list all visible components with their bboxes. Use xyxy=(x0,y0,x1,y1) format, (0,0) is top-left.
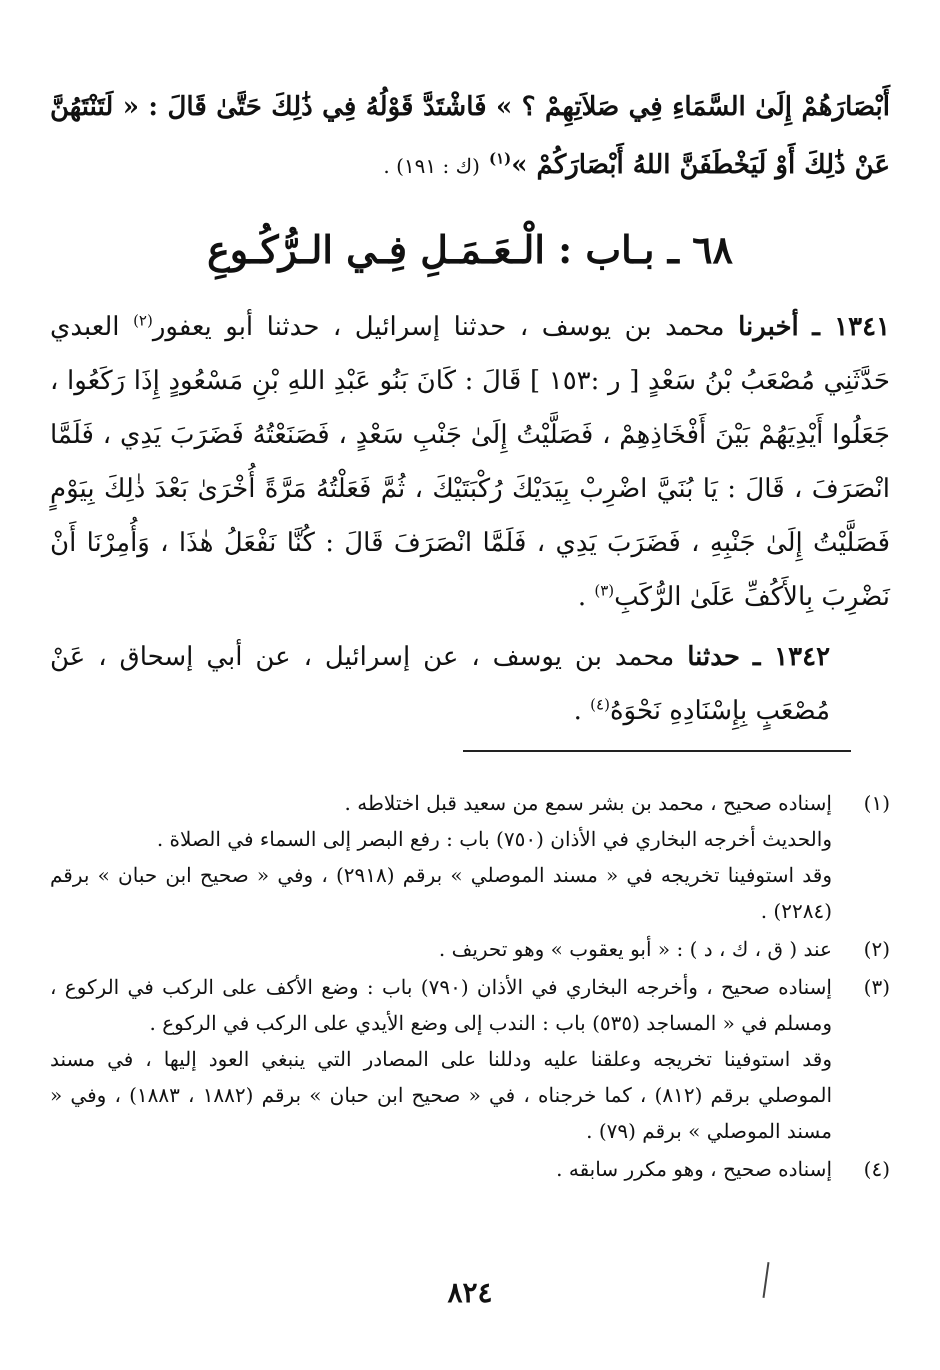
footnote-body xyxy=(50,969,832,1149)
source-reference: (ك : ١٩١) . xyxy=(383,154,480,178)
footnote-number: (٤) xyxy=(863,1157,890,1181)
continuation-text: أَبْصَارَهُمْ إِلَىٰ السَّمَاءِ فِي صَلاَتِهِمْ ؟ » فَاشْتَدَّ قَوْلُهُ فِي ذَٰلِكَ حَتَّىٰ قَالَ : « لَتَنْتَهُنَّ عَنْ ذَٰلِكَ أَوْ لَيَخْطَفَنَّ اللهُ أَبْصَارَكُمْ » xyxy=(50,92,890,180)
hadith-chain-text: محمد بن يوسف ، حدثنا إسرائيل ، حدثنا أبو يعفور xyxy=(152,312,725,342)
hadith-body-text: العبدي حَدَّثَنِي مُصْعَبُ بْنُ سَعْدٍ [ ر :١٥٣ ] قَالَ : كَانَ بَنُو عَبْدِ اللهِ بْنِ مَسْعُودٍ إِذَا رَكَعُوا ، جَعَلُوا أَيْدِيَهُمْ بَيْنَ أَفْخَاذِهِمْ ، فَصَلَّيْتُ إِلَىٰ جَنْبِ سَعْدٍ ، فَصَنَعْتُهُ فَضَرَبَ يَدِي ، فَلَمَّا انْصَرَفَ ، قَالَ : يَا بُنَيَّ اضْرِبْ بِيَدَيْكَ رُكْبَتَيْكَ ، ثُمَّ فَعَلْتُهُ مَرَّةً أُخْرَىٰ بَعْدَ ذٰلِكَ بِيَوْمٍ فَصَلَّيْتُ إِلَىٰ جَنْبِهِ ، فَضَرَبَ يَدِي ، فَلَمَّا انْصَرَفَ قَالَ : كُنَّا نَفْعَلُ هٰذَا ، وَأُمِرْنَا أَنْ نَضْرِبَ بِالأَكُفِّ عَلَىٰ الرُّكَبِ xyxy=(50,312,890,612)
footnote-line: والحديث أخرجه البخاري في الأذان (٧٥٠) باب : رفع البصر إلى السماء في الصلاة . xyxy=(156,827,832,851)
hadith-end-mark: . xyxy=(573,696,582,726)
footnote-ref-2[interactable]: (٢) xyxy=(133,311,153,330)
footnote-2 xyxy=(50,931,890,967)
footnote-number: (٣) xyxy=(863,975,890,999)
footnote-number: (١) xyxy=(863,791,890,815)
footnote-ref-3[interactable]: (٣) xyxy=(594,581,615,600)
footnote-line: إسناده صحيح ، وأخرجه البخاري في الأذان (٧٩٠) باب : وضع الأكف على الركب في الركوع ، ومسلم في « المساجد (٥٣٥) باب : الندب إلى وضع الأيدي على الركب في الركوع . xyxy=(50,975,832,1035)
footnote-ref-1[interactable]: (١) xyxy=(488,149,512,168)
hadith-1342 xyxy=(50,630,890,738)
hadith-number: ١٣٤٢ ـ xyxy=(752,642,831,672)
footnote-4 xyxy=(50,1151,890,1187)
footnote-divider xyxy=(463,750,851,752)
footnote-line: وقد استوفينا تخريجه في « مسند الموصلي » برقم (٢٩١٨) ، وفي « صحيح ابن حبان » برقم (٢٢٨٤) . xyxy=(50,863,832,923)
footnote-line: إسناده صحيح ، محمد بن بشر سمع من سعيد قبل اختلاطه . xyxy=(344,791,832,815)
hadith-lead-word: حدثنا xyxy=(687,642,740,672)
footnote-body xyxy=(50,785,832,929)
footnotes-section xyxy=(50,785,890,1189)
footnote-ref-4[interactable]: (٤) xyxy=(590,695,610,714)
page-number: ٨٢٤ xyxy=(447,1276,493,1309)
footnote-3 xyxy=(50,969,890,1149)
hadith-1341 xyxy=(50,300,890,624)
footnote-line: وقد استوفينا تخريجه وعلقنا عليه ودللنا على المصادر التي ينبغي العود إليها ، في مسند الموصلي برقم (٨١٢) ، كما خرجناه ، في « صحيح ابن حبان » برقم (١٨٨٢ ، ١٨٨٣) ، وفي « مسند الموصلي » برقم (٧٩) . xyxy=(50,1047,832,1143)
footnote-number: (٢) xyxy=(863,937,890,961)
hadith-body-text: محمد بن يوسف ، عن إسرائيل ، عن أبي إسحاق ، عَنْ مُصْعَبٍ بِإِسْنَادِهِ نَحْوَهُ xyxy=(50,642,830,726)
chapter-heading: ٦٨ ـ بـاب : الْـعَـمَـلِ فِـي الـرُّكُـوعِ xyxy=(207,227,733,272)
hadith-lead-word: أخبرنا xyxy=(738,312,799,342)
footnote-body: عند ( ق ، ك ، د ) : « أبو يعقوب » وهو تحريف . xyxy=(438,937,832,961)
footnote-1 xyxy=(50,785,890,929)
hadith-number: ١٣٤١ ـ xyxy=(812,312,891,342)
footnote-body: إسناده صحيح ، وهو مكرر سابقه . xyxy=(556,1157,832,1181)
continuation-paragraph xyxy=(50,78,890,195)
hadith-end-mark: . xyxy=(577,582,587,612)
